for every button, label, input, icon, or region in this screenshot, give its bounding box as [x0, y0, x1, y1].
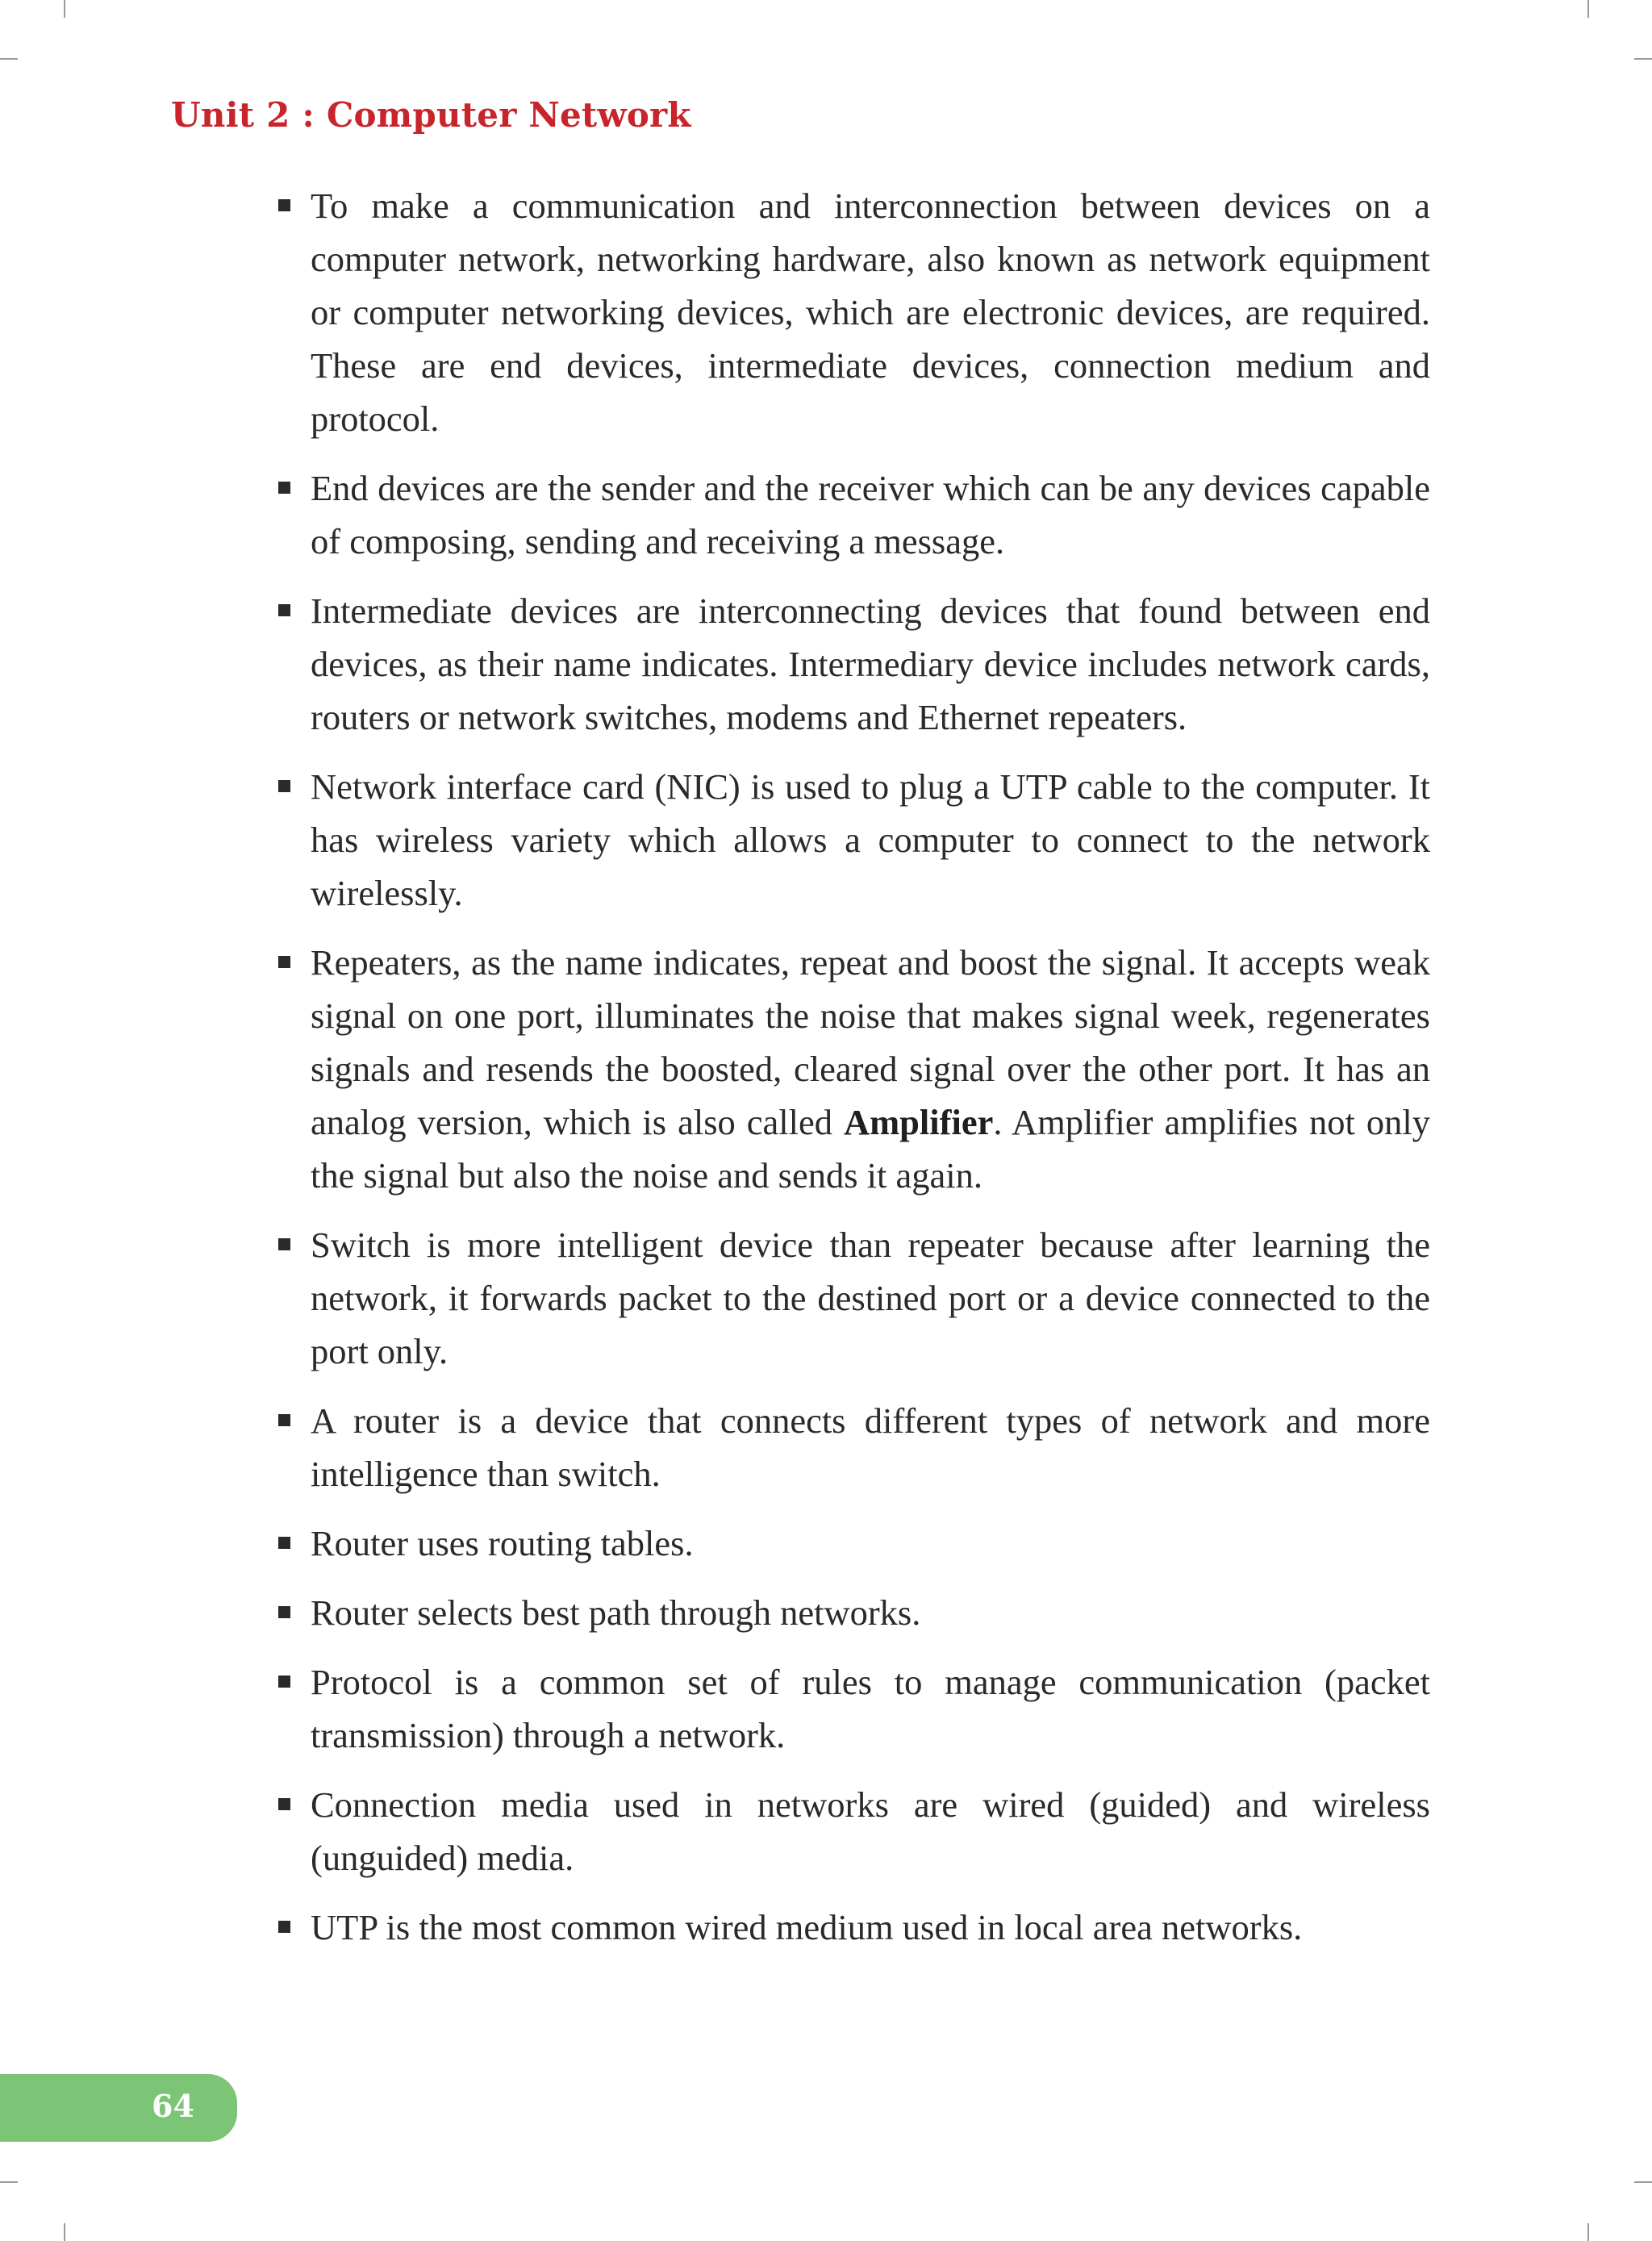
list-item [278, 584, 1430, 744]
crop-mark-bottom-left [64, 2223, 65, 2241]
square-bullet-icon [278, 1414, 290, 1426]
square-bullet-icon [278, 482, 290, 494]
list-item [278, 1218, 1430, 1378]
list-item [278, 1517, 1430, 1570]
square-bullet-icon [278, 1921, 290, 1933]
bullet-text: UTP is the most common wired medium used in local area networks. [311, 1907, 1303, 1947]
crop-mark-top-right [1587, 0, 1589, 18]
bullet-text-part: . Amplifier amplifies not only the signal but also the noise and sends it again. [311, 1102, 1430, 1196]
bullet-text: To make a communication and interconnection between devices on a computer network, networking hardware, also known as network equipment or computer networking devices, which are electronic devices, are required. These are end devices, intermediate devices, connection medium and protocol. [311, 186, 1430, 439]
bullet-text: End devices are the sender and the receiver which can be any devices capable of composing, sending and receiving a message. [311, 468, 1430, 561]
list-item [278, 461, 1430, 568]
bullet-text [311, 942, 1430, 1196]
list-item [278, 760, 1430, 920]
crop-mark-top-right-h [1634, 58, 1652, 60]
page-number: 64 [152, 2088, 194, 2124]
bullet-list [278, 179, 1430, 1970]
bullet-text: Intermediate devices are interconnecting devices that found between end devices, as their name indicates. Intermediary device includes network cards, routers or network switches, modems and Ethernet repeaters. [311, 591, 1430, 737]
square-bullet-icon [278, 956, 290, 968]
bullet-text: A router is a device that connects different types of network and more intelligence than switch. [311, 1400, 1430, 1494]
crop-mark-bottom-right-h [1634, 2181, 1652, 2183]
page-number-tab [0, 2074, 237, 2142]
crop-mark-top-left [64, 0, 65, 18]
list-item [278, 179, 1430, 445]
square-bullet-icon [278, 1537, 290, 1549]
square-bullet-icon [278, 199, 290, 211]
list-item [278, 1778, 1430, 1884]
square-bullet-icon [278, 1798, 290, 1810]
square-bullet-icon [278, 1606, 290, 1618]
square-bullet-icon [278, 1676, 290, 1688]
bullet-text: Connection media used in networks are wired (guided) and wireless (unguided) media. [311, 1784, 1430, 1878]
bullet-text: Network interface card (NIC) is used to plug a UTP cable to the computer. It has wireless variety which allows a computer to connect to the network wirelessly. [311, 766, 1430, 913]
bullet-text: Router uses routing tables. [311, 1523, 694, 1563]
square-bullet-icon [278, 1238, 290, 1250]
square-bullet-icon [278, 604, 290, 616]
list-item [278, 1901, 1430, 1954]
amplifier-term: Amplifier [843, 1102, 994, 1142]
list-item [278, 936, 1430, 1202]
list-item [278, 1586, 1430, 1639]
list-item [278, 1655, 1430, 1762]
list-item [278, 1394, 1430, 1500]
bullet-text: Router selects best path through networks. [311, 1592, 921, 1633]
unit-title: Unit 2 : Computer Network [171, 95, 691, 135]
bullet-text-part: Repeaters, as the name indicates, repeat and boost the signal. It accepts weak signal on one port, illuminates the noise that makes signal week, regenerates signals and resends the boosted, cleared signal over the other port. It has an analog version, which is also called [311, 942, 1430, 1142]
crop-mark-bottom-right [1587, 2223, 1589, 2241]
crop-mark-bottom-left-h [0, 2181, 18, 2183]
bullet-text: Switch is more intelligent device than repeater because after learning the network, it forwards packet to the destined port or a device connected to the port only. [311, 1225, 1430, 1371]
square-bullet-icon [278, 780, 290, 792]
bullet-text: Protocol is a common set of rules to manage communication (packet transmission) through a network. [311, 1662, 1430, 1755]
crop-mark-top-left-h [0, 58, 18, 60]
